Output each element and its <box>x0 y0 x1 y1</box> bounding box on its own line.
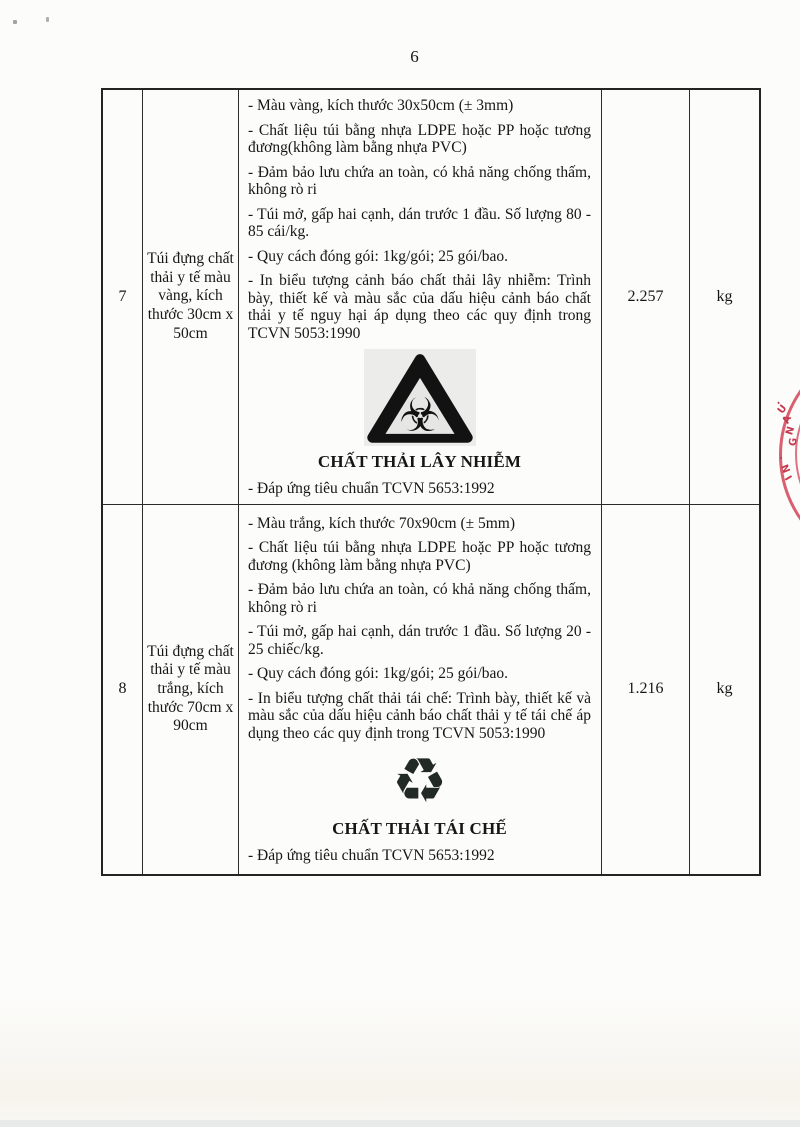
spec-line: - Quy cách đóng gói: 1kg/gói; 25 gói/bao. <box>248 247 509 265</box>
quantity-cell: 2.257 <box>602 89 690 504</box>
row-number-cell: 7 <box>102 89 143 504</box>
recycle-glyph: ♻ <box>391 744 448 818</box>
item-name-cell: Túi đựng chất thải y tế màu vàng, kích thước 30cm x 50cm <box>143 89 239 504</box>
spec-line: - Túi mở, gấp hai cạnh, dán trước 1 đầu. Số lượng 20 - 25 chiếc/kg. <box>248 623 591 658</box>
spec-line: - Đảm bảo lưu chứa an toàn, có khả năng chống thấm, không rò ri <box>248 581 591 616</box>
spec-line: - Đảm bảo lưu chứa an toàn, có khả năng chống thấm, không rò ri <box>248 163 591 198</box>
page-number: 6 <box>410 47 419 66</box>
stamp-text: . <box>773 455 786 461</box>
table-row <box>102 504 760 875</box>
unit-cell: kg <box>690 89 761 504</box>
stamp-text: I <box>783 472 796 482</box>
scan-artifact-dot <box>13 20 17 24</box>
symbol-caption: CHẤT THẢI LÂY NHIỄM <box>317 452 522 471</box>
stamp-text: A <box>780 413 795 426</box>
item-name-cell: Túi đựng chất thải y tế màu trắng, kích thước 70cm x 90cm <box>143 504 239 875</box>
row-number-cell: 8 <box>102 504 143 875</box>
standard-line: - Đáp ứng tiêu chuẩn TCVN 5653:1992 <box>248 847 495 865</box>
item-specs-cell <box>239 89 602 504</box>
stamp-text: U <box>775 403 790 417</box>
stamp-text: . <box>772 396 783 408</box>
stamp-text: N <box>780 462 794 475</box>
stamp-inner-ring <box>795 358 800 550</box>
spec-line: - Chất liệu túi bằng nhựa LDPE hoặc PP hoặc tương đương(không làm bằng nhựa PVC) <box>248 121 591 156</box>
unit-cell: kg <box>690 504 761 875</box>
spec-line: - In biểu tượng chất thải tái chế: Trình bày, thiết kế và màu sắc của dấu hiệu cảnh báo chất thải y tế tái chế áp dụng theo các quy định trong TCVN 5053:1990 <box>248 689 591 742</box>
spec-line: - In biểu tượng cảnh báo chất thải lây nhiễm: Trình bày, thiết kế và màu sắc của dấu hiệu cảnh báo chất thải y tế nguy hại áp dụng theo các quy định trong TCVN 5053:1990 <box>248 272 591 342</box>
scan-artifact-dot <box>46 17 49 22</box>
stamp-text: G <box>787 437 800 447</box>
symbol-caption: CHẤT THẢI TÁI CHẾ <box>332 819 507 839</box>
recycle-icon <box>248 744 591 818</box>
spec-line: - Màu vàng, kích thước 30x50cm (± 3mm) <box>248 97 514 114</box>
spec-line: - Màu trắng, kích thước 70x90cm (± 5mm) <box>248 514 516 532</box>
standard-line: - Đáp ứng tiêu chuẩn TCVN 5653:1992 <box>248 480 495 497</box>
spec-table <box>101 88 761 876</box>
table-row <box>102 89 760 504</box>
scan-edge-band <box>0 1120 800 1127</box>
spec-line: - Chất liệu túi bằng nhựa LDPE hoặc PP hoặc tương đương (không làm bằng nhựa PVC) <box>248 539 591 574</box>
spec-line: - Túi mở, gấp hai cạnh, dán trước 1 đầu. Số lượng 80 - 85 cái/kg. <box>248 205 591 240</box>
item-specs-cell <box>239 504 602 875</box>
biohazard-glyph: ☣ <box>398 388 441 443</box>
stamp-text: N <box>784 425 798 437</box>
biohazard-icon <box>248 349 591 446</box>
quantity-cell: 1.216 <box>602 504 690 875</box>
spec-line: - Quy cách đóng gói: 1kg/gói; 25 gói/bao. <box>248 665 509 683</box>
